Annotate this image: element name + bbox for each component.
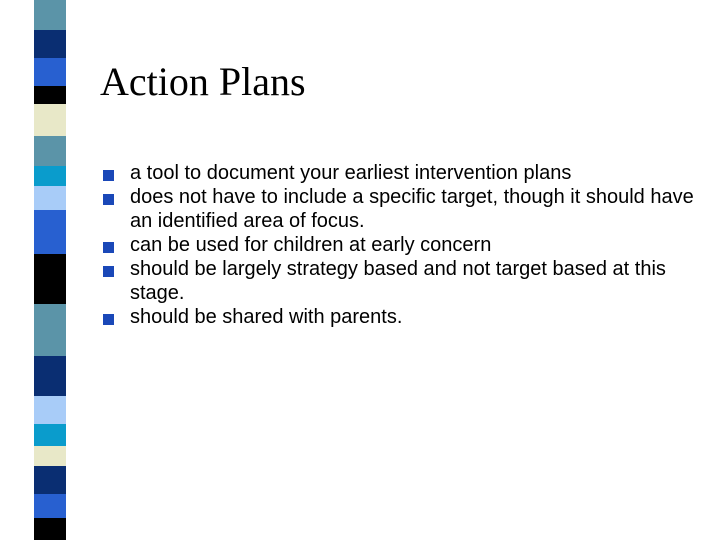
strip-block <box>34 304 66 356</box>
strip-block <box>34 104 66 136</box>
square-bullet-icon <box>103 242 114 253</box>
bullet-text: can be used for children at early concern <box>130 234 492 256</box>
bullet-item <box>103 161 703 185</box>
strip-block <box>34 58 66 86</box>
square-bullet-icon <box>103 266 114 277</box>
bullet-item <box>103 257 703 305</box>
strip-block <box>34 446 66 466</box>
square-bullet-icon <box>103 194 114 205</box>
strip-block <box>34 210 66 254</box>
strip-block <box>34 396 66 424</box>
strip-block <box>34 466 66 494</box>
decorative-color-strip <box>34 0 66 540</box>
bullet-item <box>103 305 703 329</box>
bullet-text: does not have to include a specific target, though it should have an identified area of focus. <box>130 186 694 232</box>
slide-title: Action Plans <box>100 59 306 104</box>
strip-block <box>34 136 66 166</box>
bullet-item <box>103 185 703 233</box>
bullet-item <box>103 233 703 257</box>
bullet-list <box>103 161 703 329</box>
strip-block <box>34 494 66 518</box>
strip-block <box>34 30 66 58</box>
strip-block <box>34 356 66 396</box>
bullet-text: should be shared with parents. <box>130 306 403 328</box>
strip-block <box>34 518 66 540</box>
strip-block <box>34 86 66 104</box>
bullet-text: should be largely strategy based and not target based at this stage. <box>130 258 666 304</box>
strip-block <box>34 166 66 186</box>
bullet-text: a tool to document your earliest intervention plans <box>130 162 572 184</box>
strip-block <box>34 254 66 304</box>
strip-block <box>34 424 66 446</box>
strip-block <box>34 186 66 210</box>
strip-block <box>34 0 66 30</box>
square-bullet-icon <box>103 314 114 325</box>
square-bullet-icon <box>103 170 114 181</box>
